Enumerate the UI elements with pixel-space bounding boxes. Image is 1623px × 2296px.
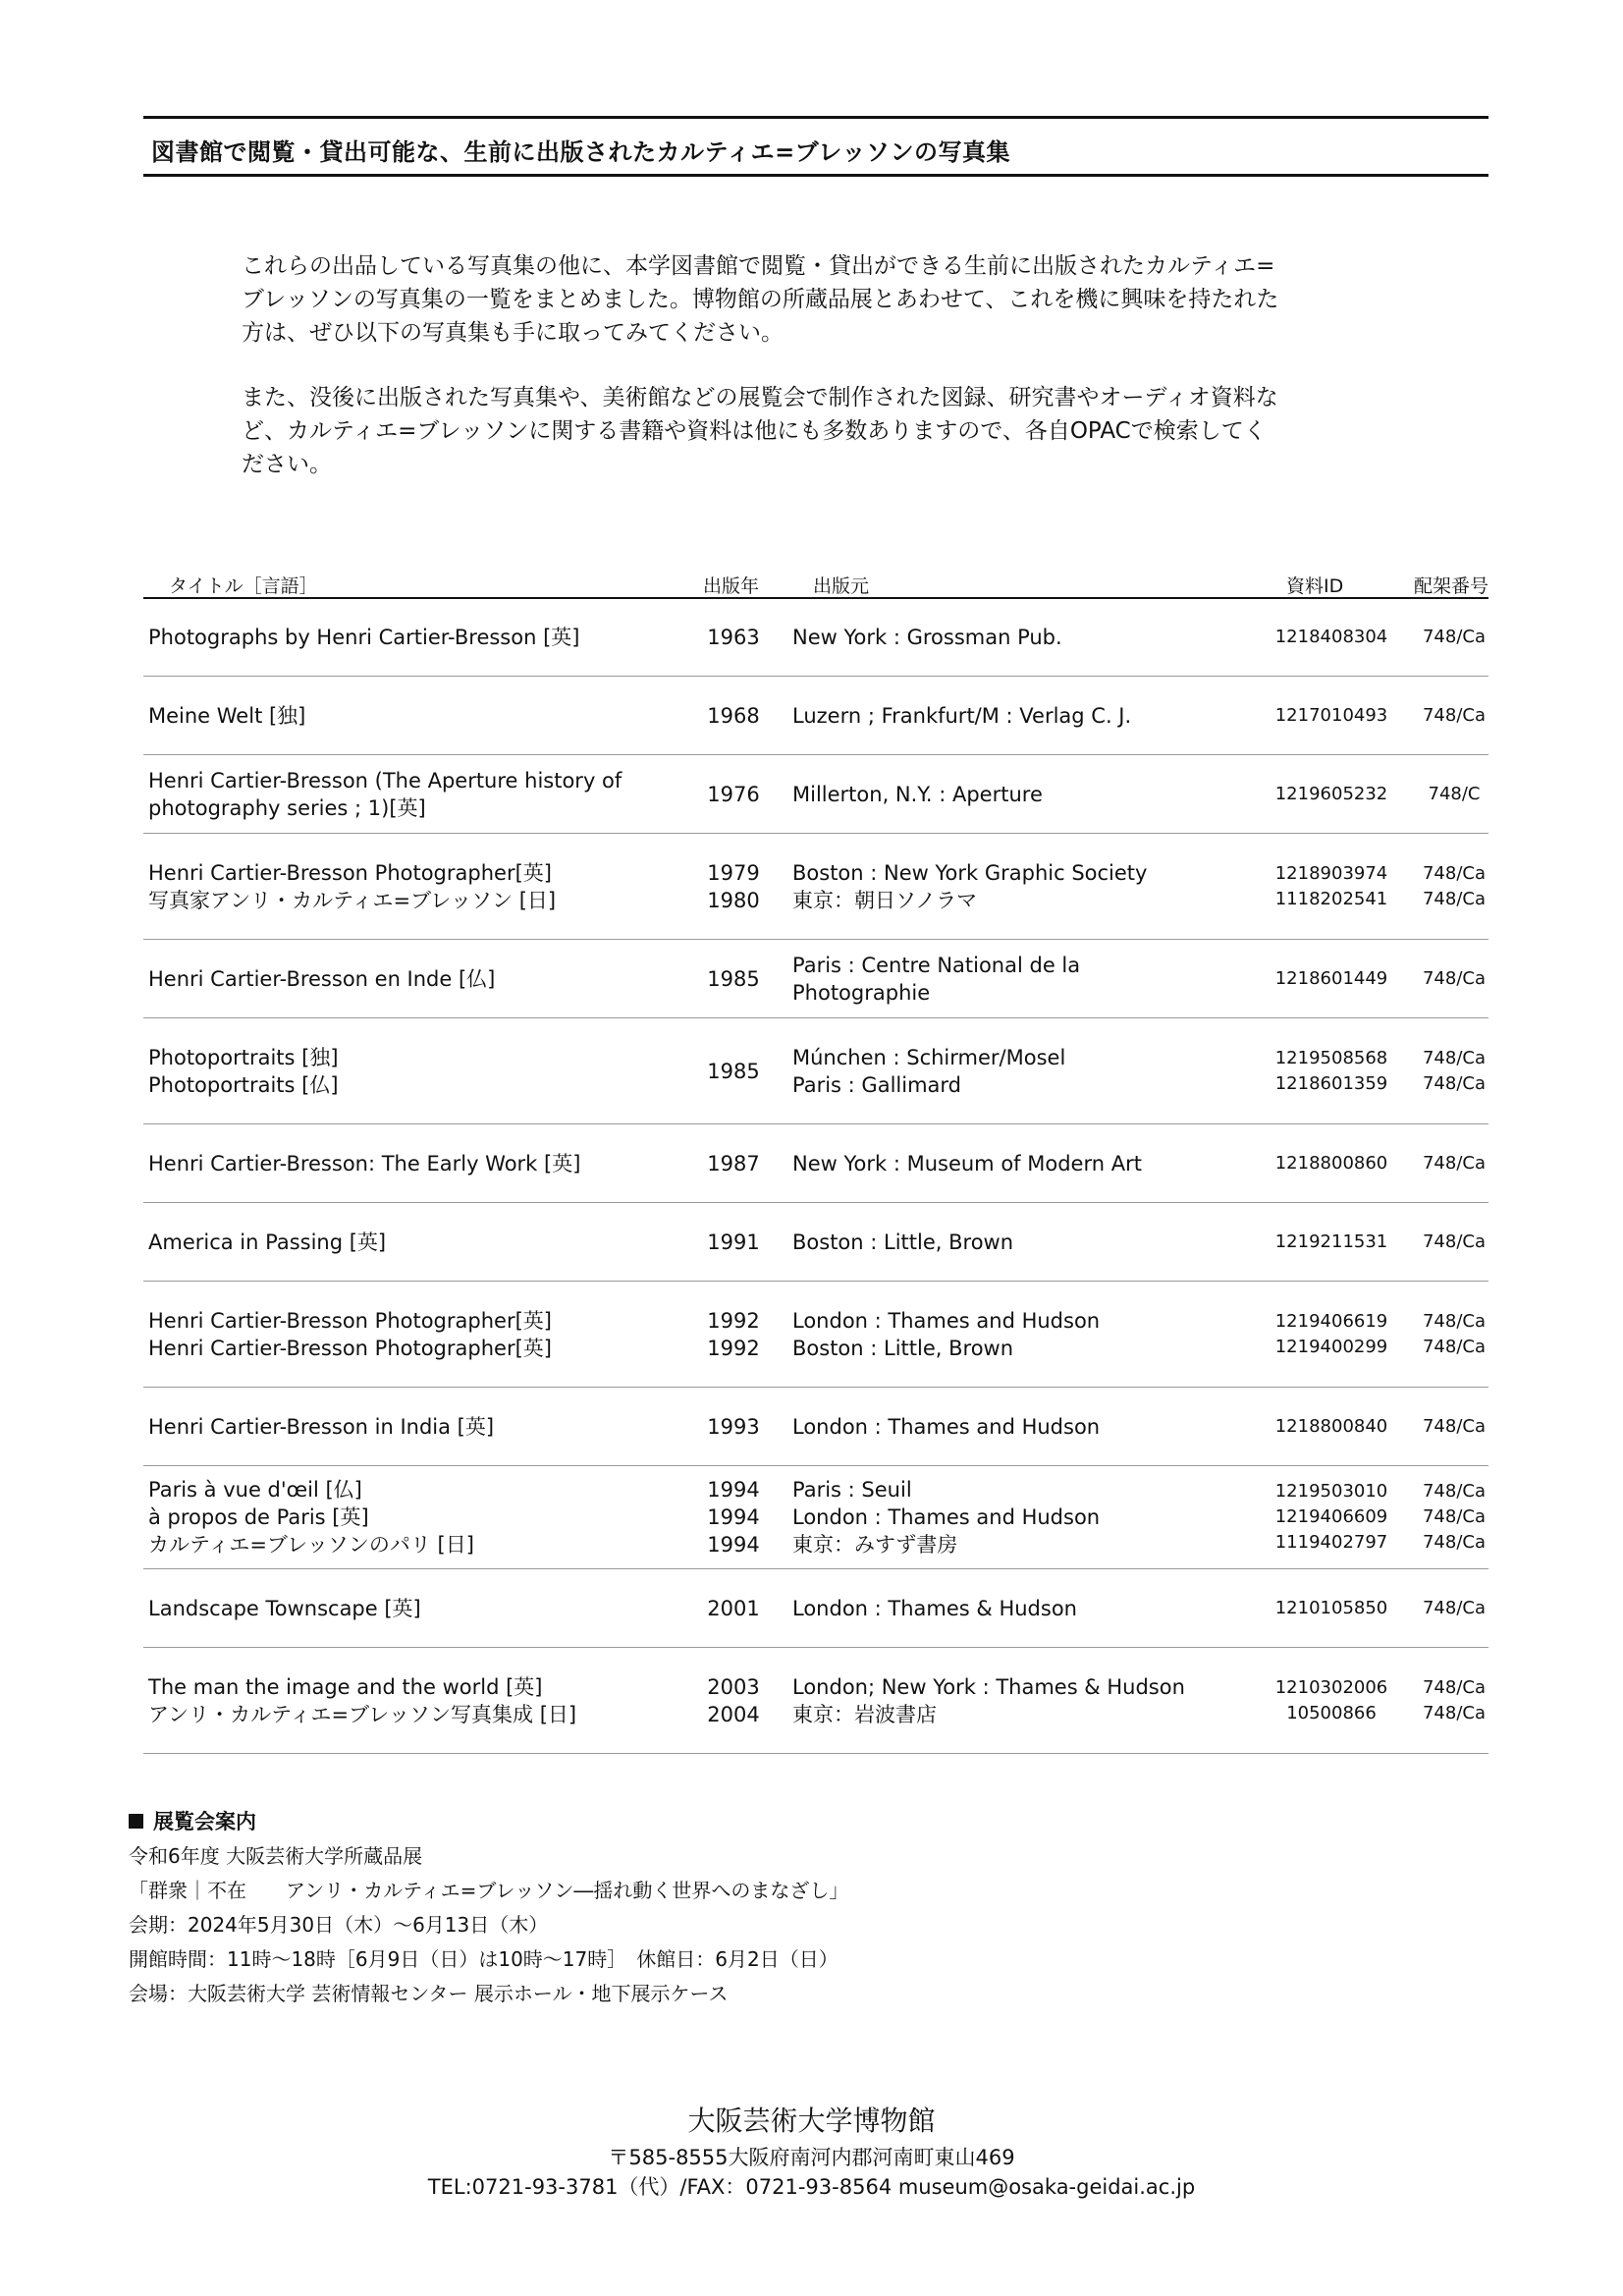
- publisher-cell: [792, 1569, 1244, 1647]
- header-publisher: 出版元: [813, 575, 870, 597]
- material-id: 1218800860: [1274, 1152, 1388, 1174]
- book-title-cell: [148, 1282, 698, 1387]
- book-title: Landscape Townscape [英]: [148, 1596, 421, 1620]
- shelf-number-cell: [1400, 1282, 1508, 1387]
- shelf-number: 748/Ca: [1422, 627, 1487, 647]
- publisher-cell: [792, 1466, 1244, 1568]
- exhibition-line: 「群衆｜不在 アンリ・カルティエ=ブレッソン―揺れ動く世界へのまなざし」: [129, 1879, 849, 1902]
- table-row: [143, 599, 1488, 677]
- publisher: Boston : Little, Brown: [792, 1336, 1014, 1360]
- shelf-number-cell: [1400, 755, 1508, 833]
- material-id-cell: [1243, 1124, 1420, 1202]
- shelf-number: 748/Ca: [1422, 1047, 1487, 1068]
- intro-paragraph-2: [242, 381, 1400, 481]
- shelf-number: 748/Ca: [1422, 888, 1487, 909]
- publication-year-cell: [679, 1203, 787, 1281]
- museum-name: 大阪芸術大学博物館: [687, 2105, 936, 2137]
- publisher-cell: [792, 755, 1244, 833]
- publisher-cell: [792, 599, 1244, 676]
- book-title: 写真家アンリ・カルティエ=ブレッソン [日]: [148, 888, 557, 912]
- material-id: 1219406619: [1274, 1310, 1388, 1332]
- material-id-cell: [1243, 599, 1420, 676]
- shelf-number: 748/Ca: [1422, 704, 1487, 726]
- publisher-cell: [792, 1282, 1244, 1387]
- header-year: 出版年: [703, 575, 760, 597]
- publisher: New York : Museum of Modern Art: [792, 1151, 1142, 1175]
- header-title: タイトル［言語］: [169, 575, 318, 597]
- shelf-number-cell: [1400, 599, 1508, 676]
- shelf-number-cell: [1400, 1569, 1508, 1647]
- publication-year-cell: [679, 1124, 787, 1202]
- publisher: London; New York : Thames & Hudson: [792, 1674, 1185, 1699]
- material-id: 1218601449: [1274, 967, 1388, 989]
- book-title: Henri Cartier-Bresson Photographer[英]: [148, 1308, 552, 1333]
- material-id-cell: [1243, 1648, 1420, 1753]
- publisher-cell: [792, 1124, 1244, 1202]
- shelf-number: 748/Ca: [1422, 1072, 1487, 1094]
- publisher: Luzern ; Frankfurt/M : Verlag C. J.: [792, 703, 1132, 728]
- publication-year: 1992: [707, 1308, 760, 1333]
- book-title: Henri Cartier-Bresson Photographer[英]: [148, 860, 552, 885]
- book-title: Henri Cartier-Bresson Photographer[英]: [148, 1336, 552, 1360]
- shelf-number-cell: [1400, 1203, 1508, 1281]
- publication-year-cell: [679, 1282, 787, 1387]
- publisher: Photographie: [792, 980, 931, 1005]
- publication-year: 2001: [707, 1596, 760, 1620]
- book-title-cell: [148, 677, 698, 754]
- shelf-number: 748/C: [1428, 783, 1481, 804]
- shelf-number: 748/Ca: [1422, 1310, 1487, 1332]
- material-id: 1218800840: [1274, 1415, 1388, 1437]
- material-id-cell: [1243, 677, 1420, 754]
- shelf-number-cell: [1400, 834, 1508, 939]
- table-row: [143, 1203, 1488, 1282]
- publication-year-cell: [679, 1648, 787, 1753]
- header-id: 資料ID: [1286, 575, 1344, 597]
- material-id: 1217010493: [1274, 704, 1388, 726]
- book-title-cell: [148, 1648, 698, 1753]
- publisher: London : Thames and Hudson: [792, 1505, 1101, 1529]
- book-title-cell: [148, 755, 698, 833]
- book-title: カルティエ=ブレッソンのパリ [日]: [148, 1533, 474, 1557]
- material-id-cell: [1243, 940, 1420, 1017]
- square-bullet-icon: [129, 1814, 143, 1829]
- publisher: London : Thames and Hudson: [792, 1414, 1101, 1439]
- shelf-number-cell: [1400, 1018, 1508, 1123]
- book-title: Henri Cartier-Bresson en Inde [仏]: [148, 966, 496, 991]
- book-title-cell: [148, 599, 698, 676]
- material-id: 1219503010: [1274, 1481, 1388, 1502]
- shelf-number: 748/Ca: [1422, 1230, 1487, 1252]
- intro-line: ど、カルティエ=ブレッソンに関する書籍や資料は他にも多数ありますので、各自OPACで検索してく: [242, 418, 1267, 444]
- intro-text: [242, 249, 1400, 513]
- publisher: 東京：朝日ソノラマ: [792, 888, 978, 912]
- shelf-number: 748/Ca: [1422, 1415, 1487, 1437]
- publication-year: 1993: [707, 1414, 760, 1439]
- shelf-number: 748/Ca: [1422, 1336, 1487, 1357]
- material-id-cell: [1243, 1388, 1420, 1465]
- publication-year: 2003: [707, 1674, 760, 1699]
- book-title: Photographs by Henri Cartier-Bresson [英]: [148, 626, 580, 649]
- publication-year: 1987: [707, 1151, 760, 1175]
- museum-address: 〒585-8555大阪府南河内郡河南町東山469: [608, 2146, 1015, 2169]
- publication-year-cell: [679, 677, 787, 754]
- shelf-number: 748/Ca: [1422, 1506, 1487, 1527]
- table-row: [143, 1282, 1488, 1388]
- material-id: 1210302006: [1274, 1676, 1388, 1698]
- header-shelf: 配架番号: [1414, 575, 1489, 597]
- intro-line: また、没後に出版された写真集や、美術館などの展覧会で制作された図録、研究書やオーディオ資料な: [242, 385, 1278, 410]
- material-id: 1219406609: [1274, 1506, 1388, 1527]
- intro-line: ださい。: [242, 452, 332, 477]
- material-id: 1219508568: [1274, 1047, 1388, 1068]
- book-title-cell: [148, 834, 698, 939]
- publication-year-cell: [679, 834, 787, 939]
- publication-year: 1994: [707, 1478, 760, 1502]
- book-title-cell: [148, 1466, 698, 1568]
- book-title: America in Passing [英]: [148, 1230, 387, 1254]
- material-id-cell: [1243, 755, 1420, 833]
- material-id: 1119402797: [1274, 1532, 1388, 1553]
- publication-year: 1985: [707, 1059, 760, 1083]
- publisher: Paris : Centre National de la: [792, 953, 1081, 977]
- publication-year: 1976: [707, 782, 760, 806]
- material-id: 1218903974: [1274, 862, 1388, 884]
- book-title-cell: [148, 1203, 698, 1281]
- publisher-cell: [792, 1648, 1244, 1753]
- publisher: Paris : Seuil: [792, 1478, 912, 1502]
- publication-year: 1979: [707, 860, 760, 885]
- book-title: アンリ・カルティエ=ブレッソン写真集成 [日]: [148, 1702, 577, 1726]
- material-id: 1219605232: [1274, 783, 1388, 804]
- table-header: [143, 568, 1488, 599]
- table-row: [143, 755, 1488, 834]
- intro-line: ブレッソンの写真集の一覧をまとめました。博物館の所蔵品展とあわせて、これを機に興味を持たれた: [242, 287, 1279, 312]
- shelf-number-cell: [1400, 1466, 1508, 1568]
- book-table: [143, 568, 1488, 1754]
- material-id: 1219400299: [1274, 1336, 1388, 1357]
- book-title: Meine Welt [独]: [148, 703, 306, 728]
- footer: [0, 2100, 1623, 2202]
- material-id-cell: [1243, 834, 1420, 939]
- exhibition-line: 会期：2024年5月30日（木）〜6月13日（木）: [129, 1913, 549, 1937]
- table-row: [143, 1018, 1488, 1124]
- publication-year: 1980: [707, 888, 760, 912]
- material-id: 1219211531: [1274, 1230, 1388, 1252]
- publisher-cell: [792, 1018, 1244, 1123]
- material-id-cell: [1243, 1282, 1420, 1387]
- material-id: 1218408304: [1274, 627, 1388, 647]
- publication-year-cell: [679, 599, 787, 676]
- publication-year: 1963: [707, 626, 760, 649]
- publisher: Múnchen : Schirmer/Mosel: [792, 1045, 1066, 1069]
- material-id: 1218601359: [1274, 1072, 1388, 1094]
- publication-year: 1985: [707, 966, 760, 991]
- book-title-cell: [148, 1388, 698, 1465]
- book-title: photography series ; 1)[英]: [148, 795, 426, 820]
- book-title: The man the image and the world [英]: [148, 1674, 543, 1699]
- table-row: [143, 940, 1488, 1018]
- intro-line: これらの出品している写真集の他に、本学図書館で閲覧・貸出ができる生前に出版されたカルティエ=: [242, 253, 1275, 279]
- material-id-cell: [1243, 1466, 1420, 1568]
- publisher: London : Thames & Hudson: [792, 1596, 1077, 1620]
- shelf-number-cell: [1400, 1648, 1508, 1753]
- publication-year-cell: [679, 1466, 787, 1568]
- publication-year: 1991: [707, 1230, 760, 1254]
- material-id: 1118202541: [1274, 888, 1388, 909]
- publisher: Boston : Little, Brown: [792, 1230, 1014, 1254]
- publication-year: 1994: [707, 1533, 760, 1557]
- table-row: [143, 1388, 1488, 1466]
- book-title: Henri Cartier-Bresson (The Aperture history of: [148, 768, 622, 793]
- table-row: [143, 834, 1488, 940]
- shelf-number-cell: [1400, 677, 1508, 754]
- shelf-number: 748/Ca: [1422, 1597, 1487, 1618]
- exhibition-heading: [129, 1805, 1307, 1839]
- exhibition-line: 開館時間：11時〜18時［6月9日（日）は10時〜17時］ 休館日：6月2日（日）: [129, 1947, 839, 1971]
- publisher-cell: [792, 1388, 1244, 1465]
- exhibition-line: 会場：大阪芸術大学 芸術情報センター 展示ホール・地下展示ケース: [129, 1982, 729, 2005]
- table-body: [143, 599, 1488, 1754]
- intro-line: 方は、ぜひ以下の写真集も手に取ってみてください。: [242, 320, 784, 346]
- museum-contact: TEL:0721-93-3781（代）/FAX：0721-93-8564 museum@osaka-geidai.ac.jp: [427, 2175, 1196, 2199]
- shelf-number: 748/Ca: [1422, 1676, 1487, 1698]
- publisher: Millerton, N.Y. : Aperture: [792, 782, 1043, 806]
- book-title: Paris à vue d'œil [仏]: [148, 1478, 362, 1502]
- material-id-cell: [1243, 1018, 1420, 1123]
- book-title: à propos de Paris [英]: [148, 1505, 369, 1529]
- publication-year: 2004: [707, 1702, 760, 1726]
- material-id: 10500866: [1286, 1702, 1377, 1723]
- publisher: Boston : New York Graphic Society: [792, 860, 1148, 885]
- publication-year: 1992: [707, 1336, 760, 1360]
- shelf-number-cell: [1400, 1388, 1508, 1465]
- book-title: Photoportraits [独]: [148, 1045, 339, 1069]
- book-title: Photoportraits [仏]: [148, 1072, 339, 1097]
- book-title-cell: [148, 1569, 698, 1647]
- title-band: [143, 116, 1488, 177]
- publisher: 東京：みすず書房: [792, 1533, 958, 1557]
- shelf-number: 748/Ca: [1422, 967, 1487, 989]
- publisher-cell: [792, 1203, 1244, 1281]
- shelf-number-cell: [1400, 1124, 1508, 1202]
- shelf-number: 748/Ca: [1422, 1702, 1487, 1723]
- book-title-cell: [148, 1124, 698, 1202]
- publisher: 東京：岩波書店: [792, 1702, 937, 1726]
- exhibition-heading-text: 展覧会案内: [153, 1810, 256, 1833]
- book-title: Henri Cartier-Bresson in India [英]: [148, 1414, 495, 1439]
- publication-year-cell: [679, 1388, 787, 1465]
- publisher: Paris : Gallimard: [792, 1072, 961, 1097]
- publisher-cell: [792, 940, 1244, 1017]
- material-id: 1210105850: [1274, 1597, 1388, 1618]
- shelf-number-cell: [1400, 940, 1508, 1017]
- publisher: New York : Grossman Pub.: [792, 626, 1062, 649]
- book-title: Henri Cartier-Bresson: The Early Work [英]: [148, 1151, 581, 1175]
- publisher-cell: [792, 677, 1244, 754]
- book-title-cell: [148, 940, 698, 1017]
- page-title: 図書館で閲覧・貸出可能な、生前に出版されたカルティエ=ブレッソンの写真集: [151, 138, 1010, 166]
- publication-year: 1968: [707, 703, 760, 728]
- table-row: [143, 1466, 1488, 1569]
- material-id-cell: [1243, 1569, 1420, 1647]
- publisher-cell: [792, 834, 1244, 939]
- publication-year-cell: [679, 1569, 787, 1647]
- table-row: [143, 1648, 1488, 1754]
- book-title-cell: [148, 1018, 698, 1123]
- table-row: [143, 677, 1488, 755]
- publisher: London : Thames and Hudson: [792, 1308, 1101, 1333]
- shelf-number: 748/Ca: [1422, 1481, 1487, 1502]
- material-id-cell: [1243, 1203, 1420, 1281]
- publication-year-cell: [679, 940, 787, 1017]
- publication-year: 1994: [707, 1505, 760, 1529]
- exhibition-line: 令和6年度 大阪芸術大学所蔵品展: [129, 1844, 423, 1868]
- table-row: [143, 1124, 1488, 1203]
- table-row: [143, 1569, 1488, 1648]
- shelf-number: 748/Ca: [1422, 1532, 1487, 1553]
- publication-year-cell: [679, 1018, 787, 1123]
- intro-paragraph-1: [242, 249, 1400, 350]
- shelf-number: 748/Ca: [1422, 862, 1487, 884]
- publication-year-cell: [679, 755, 787, 833]
- shelf-number: 748/Ca: [1422, 1152, 1487, 1174]
- exhibition-info: [129, 1805, 1307, 2011]
